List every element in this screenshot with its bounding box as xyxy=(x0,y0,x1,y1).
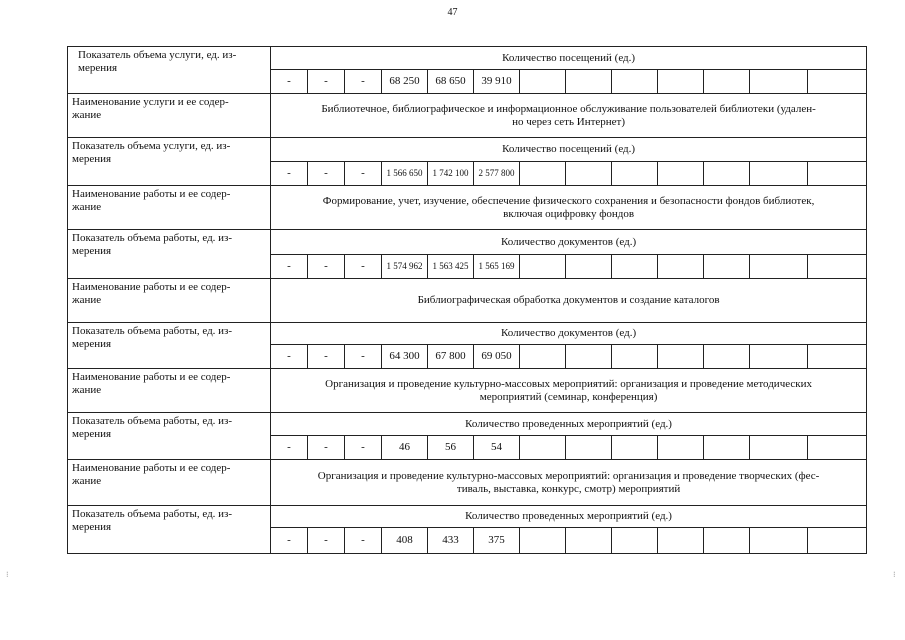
indicator-row xyxy=(68,138,867,162)
empty-cell xyxy=(750,162,808,186)
value-cell: - xyxy=(271,162,308,186)
value-cell: - xyxy=(345,70,382,94)
empty-cell xyxy=(808,255,867,279)
empty-cell xyxy=(704,528,750,554)
value-cell: - xyxy=(308,436,345,460)
unit-header: Количество проведенных мероприятий (ед.) xyxy=(271,413,867,436)
empty-cell xyxy=(808,436,867,460)
value-cell: - xyxy=(345,255,382,279)
empty-cell xyxy=(658,528,704,554)
empty-cell xyxy=(566,255,612,279)
empty-cell xyxy=(808,528,867,554)
name-row xyxy=(68,186,867,230)
indicator-row xyxy=(68,230,867,255)
empty-cell xyxy=(612,345,658,369)
value-cell: - xyxy=(271,436,308,460)
unit-header: Количество документов (ед.) xyxy=(271,323,867,345)
name-row xyxy=(68,94,867,138)
empty-cell xyxy=(704,255,750,279)
value-cell: 408 xyxy=(382,528,428,554)
indicator-label: Показатель объема работы, ед. из- мерения xyxy=(68,413,271,460)
value-cell: 69 050 xyxy=(474,345,520,369)
empty-cell xyxy=(704,436,750,460)
indicator-row xyxy=(68,413,867,436)
value-cell: 1 566 650 xyxy=(382,162,428,186)
value-cell: - xyxy=(308,70,345,94)
empty-cell xyxy=(520,162,566,186)
value-cell: 375 xyxy=(474,528,520,554)
content-description: Организация и проведение культурно-массовых мероприятий: организация и проведение творческих (фес- тиваль, выставка, конкурс, смотр) мероприятий xyxy=(271,460,867,506)
empty-cell xyxy=(612,162,658,186)
value-cell: 64 300 xyxy=(382,345,428,369)
value-cell: 56 xyxy=(428,436,474,460)
value-cell: 1 563 425 xyxy=(428,255,474,279)
value-cell: - xyxy=(345,528,382,554)
value-cell: 68 650 xyxy=(428,70,474,94)
name-row xyxy=(68,279,867,323)
empty-cell xyxy=(520,345,566,369)
content-description: Библиотечное, библиографическое и информационное обслуживание пользователей библиотеки (удален- но через сеть Интернет) xyxy=(271,94,867,138)
name-row xyxy=(68,460,867,506)
unit-header: Количество посещений (ед.) xyxy=(271,138,867,162)
name-label: Наименование работы и ее содер- жание xyxy=(68,279,271,323)
indicator-label: Показатель объема работы, ед. из- мерения xyxy=(68,230,271,279)
value-cell: 2 577 800 xyxy=(474,162,520,186)
empty-cell xyxy=(750,345,808,369)
value-cell: - xyxy=(345,436,382,460)
indicator-label: Показатель объема услуги, ед. из- мерения xyxy=(68,47,271,94)
empty-cell xyxy=(566,436,612,460)
value-cell: 39 910 xyxy=(474,70,520,94)
empty-cell xyxy=(566,162,612,186)
page-number: 47 xyxy=(447,7,458,18)
content-description: Библиографическая обработка документов и создание каталогов xyxy=(271,279,867,323)
empty-cell xyxy=(750,436,808,460)
value-cell: 46 xyxy=(382,436,428,460)
left-margin-mark: ⁝ xyxy=(6,570,9,579)
value-cell: - xyxy=(308,528,345,554)
empty-cell xyxy=(520,70,566,94)
empty-cell xyxy=(704,162,750,186)
right-margin-mark: ⁝ xyxy=(893,570,896,579)
empty-cell xyxy=(750,70,808,94)
empty-cell xyxy=(566,528,612,554)
value-cell: 433 xyxy=(428,528,474,554)
value-cell: 67 800 xyxy=(428,345,474,369)
value-cell: 1 565 169 xyxy=(474,255,520,279)
empty-cell xyxy=(658,162,704,186)
name-row xyxy=(68,369,867,413)
empty-cell xyxy=(658,436,704,460)
empty-cell xyxy=(520,255,566,279)
empty-cell xyxy=(612,528,658,554)
value-cell: 1 742 100 xyxy=(428,162,474,186)
indicator-row xyxy=(68,506,867,528)
empty-cell xyxy=(566,345,612,369)
empty-cell xyxy=(808,70,867,94)
empty-cell xyxy=(612,70,658,94)
value-cell: - xyxy=(271,345,308,369)
empty-cell xyxy=(520,436,566,460)
empty-cell xyxy=(612,436,658,460)
value-cell: - xyxy=(308,162,345,186)
empty-cell xyxy=(750,255,808,279)
empty-cell xyxy=(658,345,704,369)
name-label: Наименование работы и ее содер- жание xyxy=(68,186,271,230)
value-cell: 54 xyxy=(474,436,520,460)
indicator-row xyxy=(68,47,867,70)
empty-cell xyxy=(808,162,867,186)
empty-cell xyxy=(566,70,612,94)
content-description: Формирование, учет, изучение, обеспечение физического сохранения и безопасности фондов библиотек, включая оцифровку фондов xyxy=(271,186,867,230)
value-cell: - xyxy=(345,162,382,186)
unit-header: Количество документов (ед.) xyxy=(271,230,867,255)
services-table xyxy=(67,46,867,554)
name-label: Наименование работы и ее содер- жание xyxy=(68,369,271,413)
indicator-row xyxy=(68,323,867,345)
unit-header: Количество проведенных мероприятий (ед.) xyxy=(271,506,867,528)
value-cell: - xyxy=(271,70,308,94)
name-label: Наименование услуги и ее содер- жание xyxy=(68,94,271,138)
indicator-label: Показатель объема услуги, ед. из- мерения xyxy=(68,138,271,186)
value-cell: 1 574 962 xyxy=(382,255,428,279)
empty-cell xyxy=(808,345,867,369)
empty-cell xyxy=(520,528,566,554)
indicator-label: Показатель объема работы, ед. из- мерения xyxy=(68,506,271,554)
empty-cell xyxy=(704,70,750,94)
value-cell: 68 250 xyxy=(382,70,428,94)
value-cell: - xyxy=(308,255,345,279)
value-cell: - xyxy=(345,345,382,369)
empty-cell xyxy=(658,70,704,94)
empty-cell xyxy=(704,345,750,369)
value-cell: - xyxy=(271,255,308,279)
name-label: Наименование работы и ее содер- жание xyxy=(68,460,271,506)
unit-header: Количество посещений (ед.) xyxy=(271,47,867,70)
indicator-label: Показатель объема работы, ед. из- мерения xyxy=(68,323,271,369)
value-cell: - xyxy=(271,528,308,554)
empty-cell xyxy=(658,255,704,279)
empty-cell xyxy=(612,255,658,279)
value-cell: - xyxy=(308,345,345,369)
content-description: Организация и проведение культурно-массовых мероприятий: организация и проведение методических мероприятий (семинар, конференция) xyxy=(271,369,867,413)
empty-cell xyxy=(750,528,808,554)
